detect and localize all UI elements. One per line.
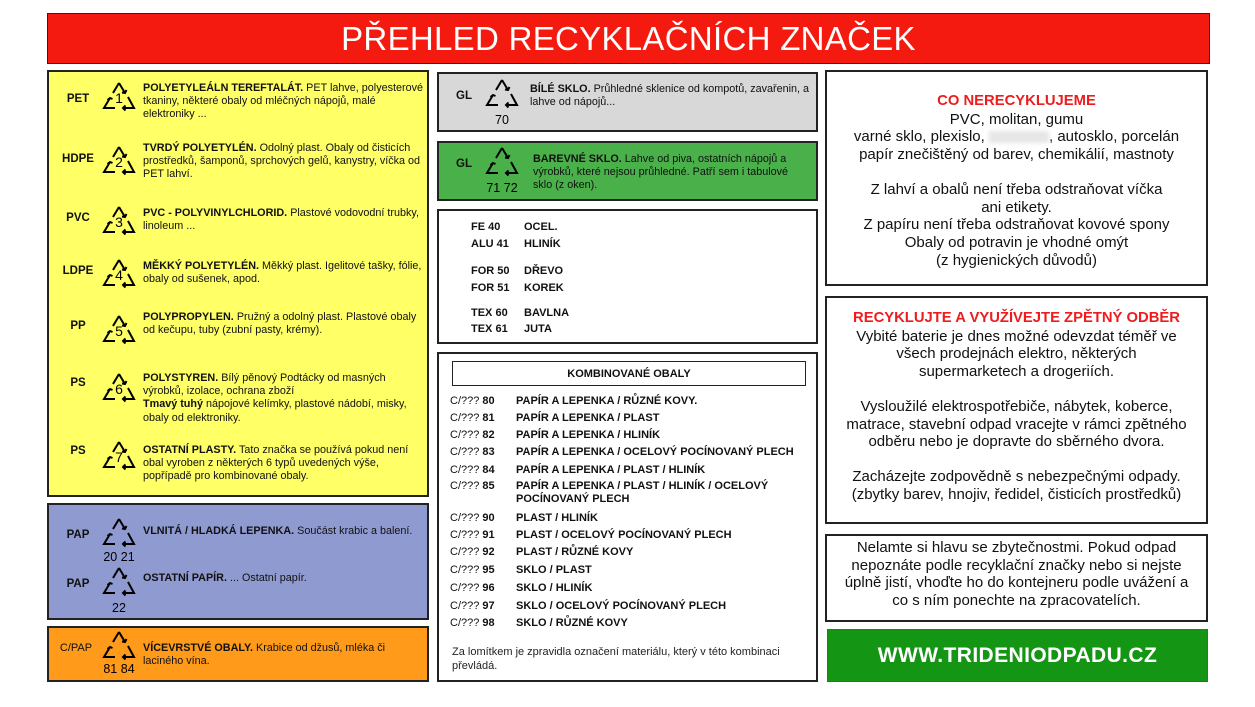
- plastic-text: Měkký plast. Igelitové tašky, fólie, obaly od sušenek, apod.: [143, 260, 422, 286]
- multilayer-panel: [47, 626, 429, 682]
- recycle-icon: [101, 629, 137, 665]
- not-recycled-text: [833, 93, 1200, 269]
- recycle-subnumber: 70: [495, 113, 509, 127]
- reuse-text: [833, 310, 1200, 503]
- paper-text: Součást krabic a balení.: [297, 525, 413, 537]
- multilayer-code: C/PAP: [59, 642, 93, 654]
- text-line: úplně jistí, vhoďte ho do kontejneru podle uvážení a: [844, 574, 1189, 592]
- plastic-code: PVC: [66, 212, 90, 224]
- multilayer-text: Krabice od džusů, mléka či laciného vína.: [143, 642, 386, 668]
- recycle-subnumber: 20 21: [103, 550, 135, 564]
- title-banner: [47, 13, 1210, 64]
- text-line: matrace, stavební odpad vracejte v rámci zpětného: [846, 415, 1187, 433]
- recycle-number: 6: [115, 381, 123, 397]
- not-recycled-panel: [825, 70, 1208, 286]
- text-line: Obaly od potravin je vhodné omýt: [904, 233, 1129, 251]
- recycle-number: 4: [115, 267, 123, 283]
- plastic-name: POLYSTYREN.: [143, 372, 219, 384]
- multilayer-name: VÍCEVRSTVÉ OBALY.: [143, 642, 253, 654]
- plastic-description: [143, 142, 423, 182]
- material-name: JUTA: [524, 323, 552, 335]
- website-link[interactable]: WWW.TRIDENIODPADU.CZ: [877, 643, 1158, 667]
- recycle-icon: [101, 313, 137, 349]
- material-code: ALU 41: [471, 238, 509, 250]
- plastic-text: Plastové vodovodní trubky, linoleum ...: [143, 207, 420, 233]
- reuse-panel: [825, 296, 1208, 524]
- glass-description: [533, 153, 810, 193]
- material-code: TEX 60: [471, 307, 508, 319]
- plastic-name: PVC - POLYVINYLCHLORID.: [143, 207, 288, 219]
- recycle-number: 3: [115, 214, 123, 230]
- text-line: nepoznáte podle recyklační značky nebo si nejste: [851, 556, 1182, 574]
- material-code: FOR 50: [471, 265, 510, 277]
- text-line: Zacházejte zodpovědně s nebezpečnými odpady.: [852, 467, 1181, 485]
- text-line: co s ním ponechte na zpracovatelích.: [892, 592, 1141, 610]
- material-name: OCEL.: [524, 221, 558, 233]
- glass-description: [530, 83, 810, 109]
- recycle-icon: [101, 516, 137, 552]
- material-code: FOR 51: [471, 282, 510, 294]
- paper-panel: [47, 503, 429, 620]
- material-code: TEX 61: [471, 323, 508, 335]
- recycle-subnumber: 22: [112, 601, 126, 615]
- glass-name: BAREVNÉ SKLO.: [533, 153, 622, 165]
- plastic-description: [143, 260, 423, 286]
- text-line: papír znečištěný od barev, chemikálií, mastnoty: [859, 146, 1174, 164]
- recycle-icon: [101, 439, 137, 475]
- plastic-description: [143, 82, 423, 122]
- recycle-icon: [484, 77, 520, 113]
- material-name: DŘEVO: [524, 265, 564, 277]
- glass-text: Průhledné sklenice od kompotů, zavařenin, a lahve od nápojů...: [530, 83, 810, 109]
- reuse-heading: RECYKLUJTE A VYUŽÍVEJTE ZPĚTNÝ ODBĚR: [853, 310, 1180, 326]
- text-line: ani etikety.: [981, 198, 1052, 216]
- page-title: PŘEHLED RECYKLAČNÍCH ZNAČEK: [341, 19, 916, 57]
- recycle-number: 5: [115, 323, 123, 339]
- recycle-icon: [101, 204, 137, 240]
- plastic-text: Bílý pěnový Podtácky od masných výrobků, izolace, ochrana zboží: [143, 372, 386, 398]
- recycle-number: 7: [115, 449, 123, 465]
- recycle-icon: [101, 565, 137, 601]
- plastic-name: OSTATNÍ PLASTY.: [143, 444, 237, 456]
- advice-panel: [825, 534, 1208, 622]
- text-line: supermarketech a drogeriích.: [918, 363, 1115, 381]
- not-recycled-heading: CO NERECYKLUJEME: [937, 93, 1096, 109]
- material-name: BAVLNA: [524, 307, 570, 319]
- recycle-subnumber: 81 84: [103, 662, 135, 676]
- paper-description: [143, 572, 423, 585]
- plastic-text: Tato značka se používá pokud není obal vyroben z některých 6 typů uvedených výše, popřípadě pro kombinované obaly.: [143, 444, 409, 483]
- paper-name: OSTATNÍ PAPÍR.: [143, 572, 227, 584]
- combined-title: KOMBINOVANÉ OBALY: [452, 361, 806, 386]
- paper-name: VLNITÁ / HLADKÁ LEPENKA.: [143, 525, 295, 537]
- text-line: Nelamte si hlavu se zbytečnostmi. Pokud odpad: [856, 539, 1177, 556]
- glass-white-panel: [437, 72, 818, 132]
- plastic-text: Odolný plast. Obaly od čisticích prostředků, šamponů, sprchových gelů, kanystry, víčka od PET lahví.: [143, 142, 421, 181]
- plastic-name-secondary: Tmavý tuhý: [143, 398, 203, 411]
- plastic-code: PS: [70, 377, 86, 389]
- advice-text: [833, 539, 1200, 610]
- recycle-icon: [101, 257, 137, 293]
- plastic-text: Pružný a odolný plast. Plastové obaly od kečupu, tuby (zubní pasty, krémy).: [143, 311, 417, 337]
- material-name: HLINÍK: [524, 238, 561, 250]
- plastic-name: MĚKKÝ POLYETYLÉN.: [143, 260, 259, 272]
- multilayer-description: [143, 642, 421, 668]
- text-line: odběru nebo je dopravte do sběrného dvora.: [868, 433, 1165, 451]
- plastic-description: [143, 311, 423, 337]
- plastic-name: TVRDÝ POLYETYLÉN.: [143, 142, 257, 154]
- paper-code: PAP: [66, 529, 90, 541]
- plastic-code: PP: [70, 320, 86, 332]
- recycle-icon: [101, 144, 137, 180]
- plastic-description: [143, 372, 423, 425]
- plastic-name: POLYPROPYLEN.: [143, 311, 234, 323]
- text-line: všech prodejnách elektro, některých: [896, 345, 1137, 363]
- website-banner[interactable]: [827, 629, 1208, 682]
- plastic-name: POLYETYLEÁLN TEREFTALÁT.: [143, 82, 304, 94]
- text-line: Z lahví a obalů není třeba odstraňovat víčka: [870, 180, 1163, 198]
- recycle-subnumber: 71 72: [486, 181, 518, 195]
- combined-note: Za lomítkem je zpravidla označení materiálu, který v této kombinaci převládá.: [452, 646, 780, 672]
- text-line: PVC, molitan, gumu: [949, 110, 1084, 128]
- material-name: KOREK: [524, 282, 564, 294]
- plastic-description: [143, 207, 423, 233]
- recycle-number: 2: [115, 154, 123, 170]
- text-line: Z papíru není třeba odstraňovat kovové spony: [863, 216, 1170, 234]
- recycle-icon: [101, 371, 137, 407]
- plastic-description: [143, 444, 423, 484]
- plastic-code: PS: [70, 445, 86, 457]
- paper-description: [143, 525, 423, 538]
- materials-panel: [437, 209, 818, 344]
- plastic-text: PET lahve, polyesterové tkaniny, některé obaly od mléčných nápojů, malé elektroniky ...: [143, 82, 424, 121]
- glass-text: Lahve od piva, ostatních nápojů a výrobků, které nejsou průhledné. Patří sem i tabulové sklo (z oken).: [533, 153, 789, 192]
- text-line: Vysloužilé elektrospotřebiče, nábytek, koberce,: [860, 397, 1173, 415]
- plastic-code: LDPE: [62, 265, 94, 277]
- text-line: (z hygienických důvodů): [936, 251, 1097, 269]
- glass-name: BÍLÉ SKLO.: [530, 83, 591, 95]
- plastic-text-secondary: nápojové kelímky, plastové nádobí, misky, obaly od elektroniky.: [143, 398, 407, 424]
- plastic-code: PET: [66, 93, 90, 105]
- glass-color-panel: [437, 141, 818, 201]
- recycle-icon: [101, 80, 137, 116]
- redacted-area: [989, 131, 1049, 143]
- glass-code: GL: [456, 90, 472, 102]
- combined-panel: KOMBINOVANÉ OBALY C/??? 80 PAPÍR A LEPENKA / RŮZNÉ KOVY. C/??? 81 PAPÍR A LEPENKA / PLAST C/??? 82 PAPÍR A LEPENKA / HLINÍK C/??? 83 PAPÍR A LEPENKA / OCELOVÝ POCÍNOVANÝ PLECH C/??? 84 PAPÍR A LEPENKA / PLAST / HLINÍK C/??? 85 PAPÍR A LEPENKA / PLAST / HLINÍK / OCELOVÝ POCÍNOVANÝ PLECH C/??? 90 PLAST / HLINÍK C/??? 91 PLAST / OCELOVÝ POCÍNOVANÝ PLECH C/??? 92 PLAST / RŮZNÉ KOVY C/??? 95 SKLO / PLAST C/??? 96 SKLO / HLINÍK C/??? 97 SKLO / OCELOVÝ POCÍNOVANÝ PLECH C/??? 98 SKLO / RŮZNÉ KOVY Za lomítkem je zpravidla označení materiálu, který v této kombinaci převládá.: [437, 352, 818, 682]
- paper-text: ... Ostatní papír.: [229, 572, 307, 584]
- paper-code: PAP: [66, 578, 90, 590]
- plastics-panel: [47, 70, 429, 497]
- text-line: (zbytky barev, hnojiv, ředidel, čisticích prostředků): [851, 485, 1182, 503]
- recycle-icon: [484, 145, 520, 181]
- text-line: varné sklo, plexislo, , autosklo, porcelán: [853, 128, 1180, 146]
- material-code: FE 40: [471, 221, 501, 233]
- glass-code: GL: [456, 158, 472, 170]
- plastic-code: HDPE: [62, 153, 94, 165]
- text-line: Vybité baterie je dnes možné odevzdat téměř ve: [856, 327, 1177, 345]
- recycle-number: 1: [115, 90, 123, 106]
